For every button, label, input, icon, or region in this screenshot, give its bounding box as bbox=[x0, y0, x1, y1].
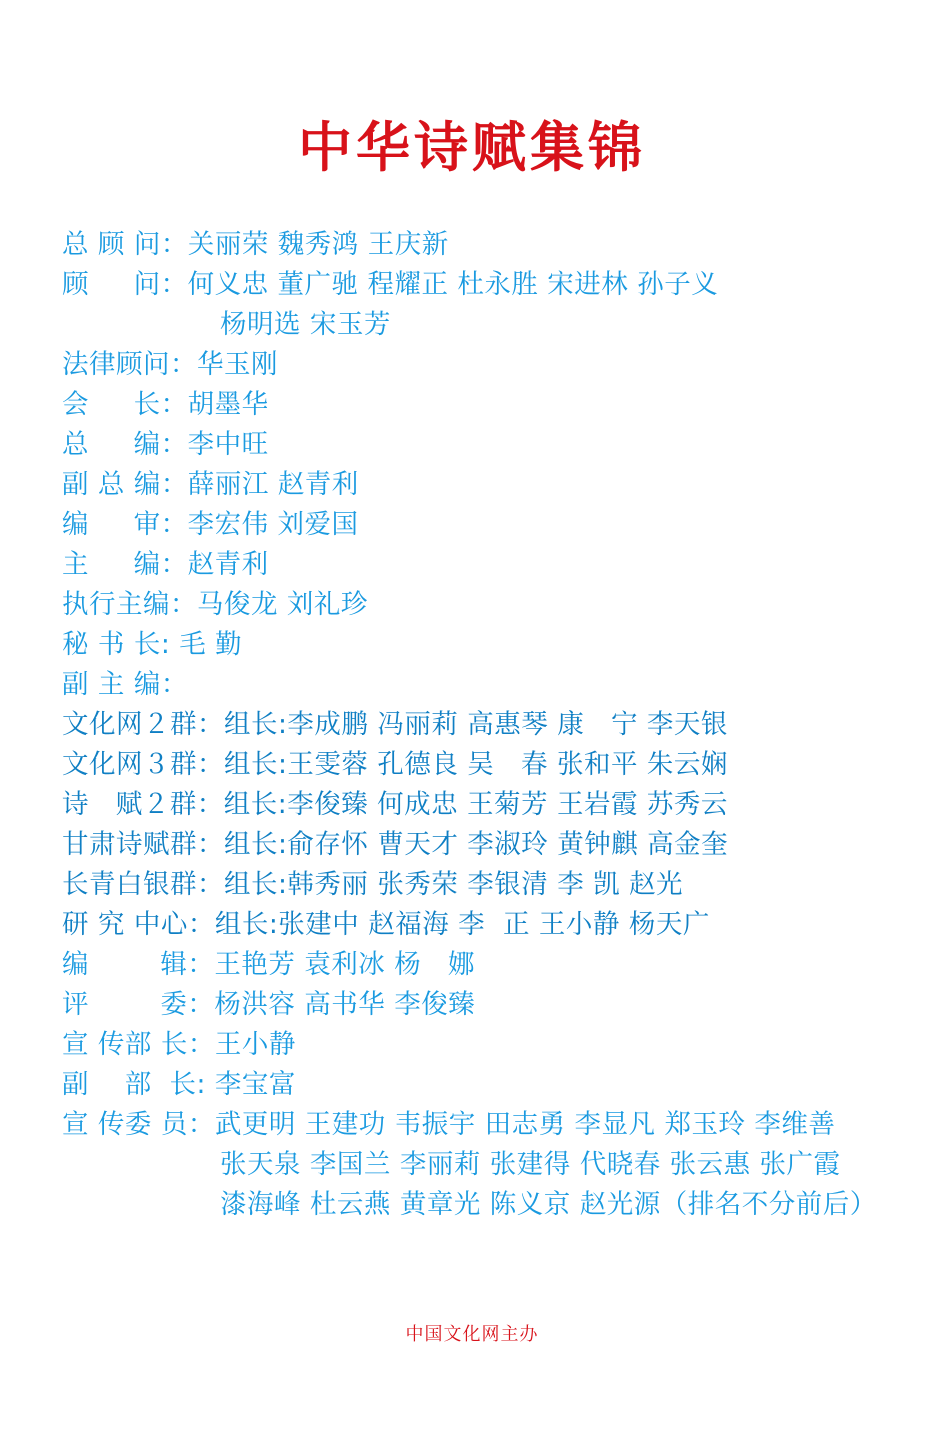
roster-line: 文化网３群：组长:王雯蓉 孔德良 吴 春 张和平 朱云娴 bbox=[62, 749, 728, 781]
roster-line: 副 总 编：薛丽江 赵青利 bbox=[62, 469, 359, 501]
page-title: 中华诗赋集锦 bbox=[298, 116, 646, 179]
roster-line: 副 主 编： bbox=[62, 669, 188, 701]
footer-publisher: 中国文化网主办 bbox=[405, 1324, 539, 1345]
roster-line: 秘 书 长: 毛 勤 bbox=[62, 629, 243, 661]
roster-line: 主 编：赵青利 bbox=[62, 549, 269, 581]
roster-line: 杨明选 宋玉芳 bbox=[220, 309, 391, 341]
roster-list bbox=[0, 225, 944, 1225]
roster-line: 副 部 长: 李宝富 bbox=[62, 1069, 296, 1101]
roster-line: 张天泉 李国兰 李丽莉 张建得 代晓春 张云惠 张广霞 bbox=[220, 1149, 841, 1181]
roster-line: 宣 传部 长：王小静 bbox=[62, 1029, 296, 1061]
roster-line: 总 顾 问：关丽荣 魏秀鸿 王庆新 bbox=[62, 229, 449, 261]
roster-line: 总 编：李中旺 bbox=[62, 429, 269, 461]
roster-line: 编 辑：王艳芳 袁利冰 杨 娜 bbox=[62, 949, 476, 981]
roster-line: 宣 传委 员：武更明 王建功 韦振宇 田志勇 李显凡 郑玉玲 李维善 bbox=[62, 1109, 836, 1141]
roster-line: 诗 赋２群：组长:李俊臻 何成忠 王菊芳 王岩霞 苏秀云 bbox=[62, 789, 728, 821]
roster-line: 漆海峰 杜云燕 黄章光 陈义京 赵光源（排名不分前后） bbox=[220, 1189, 877, 1221]
roster-line: 编 审：李宏伟 刘爱国 bbox=[62, 509, 359, 541]
roster-line: 顾 问：何义忠 董广驰 程耀正 杜永胜 宋进林 孙子义 bbox=[62, 269, 719, 301]
roster-line: 文化网２群：组长:李成鹏 冯丽莉 高惠琴 康 宁 李天银 bbox=[62, 709, 728, 741]
roster-line: 评 委：杨洪容 高书华 李俊臻 bbox=[62, 989, 476, 1021]
roster-line: 法律顾问：华玉刚 bbox=[62, 349, 278, 381]
roster-line: 研 究 中心：组长:张建中 赵福海 李 正 王小静 杨天广 bbox=[62, 909, 710, 941]
roster-line: 甘肃诗赋群：组长:俞存怀 曹天才 李淑玲 黄钟麒 高金奎 bbox=[62, 829, 729, 861]
roster-line: 长青白银群：组长:韩秀丽 张秀荣 李银清 李 凯 赵光 bbox=[62, 869, 684, 901]
roster-line: 执行主编：马俊龙 刘礼珍 bbox=[62, 589, 368, 621]
roster-line: 会 长：胡墨华 bbox=[62, 389, 269, 421]
